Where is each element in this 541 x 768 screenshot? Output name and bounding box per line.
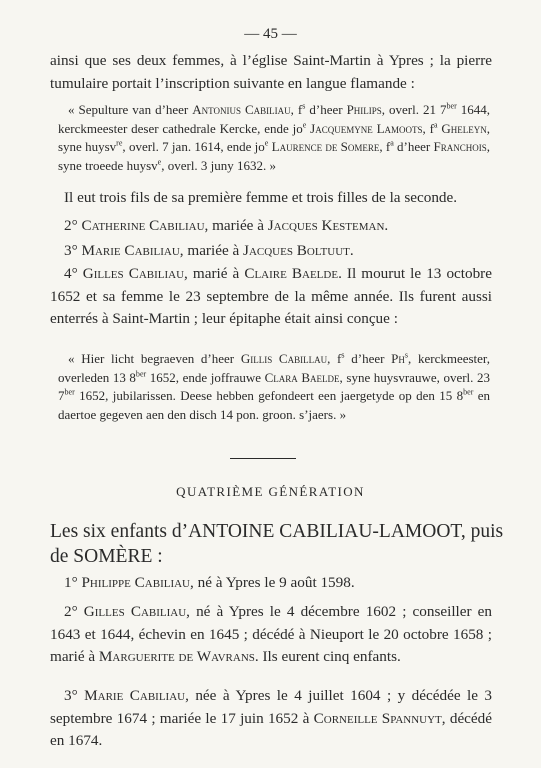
q2-s5: ber: [463, 387, 474, 397]
child-2-t2: . Ils eurent cinq enfants.: [254, 648, 401, 665]
q1-s4: a: [433, 120, 438, 130]
chapter-title: Les six enfants d’ANTOINE CABILIAU-LAMOOT, puis de SOMÈRE :: [50, 521, 504, 567]
q1-t12: , f: [379, 139, 391, 154]
child-3-t2: , décédé en 1674.: [50, 709, 492, 749]
sons-paragraph: [64, 187, 494, 210]
child-2-name: Gilles Cabiliau: [83, 603, 187, 620]
q1-t15: , overl. 3 juny 1632. »: [161, 157, 277, 173]
section-heading: QUATRIÈME GÉNÉRATION: [176, 484, 365, 499]
entry-3-name: Marie Cabiliau: [81, 242, 180, 259]
child-1-philippe: [64, 572, 494, 595]
child-3-t1: , née à Ypres le 4 juillet 1604 ; y décédée le 3 septembre 1674 ; mariée le 17 juin 1652 à: [50, 687, 493, 727]
sons-text: Il eut trois fils de sa première femme et trois filles de la seconde.: [64, 189, 458, 206]
q1-s7: a: [390, 138, 394, 148]
q1-t10: , overl. 7 jan. 1614, ende jo: [122, 139, 265, 154]
intro-paragraph: [50, 50, 492, 95]
q1-t13: d’heer: [393, 139, 434, 154]
entry-3-t1: , mariée à: [179, 242, 244, 259]
child-2-t1: , né à Ypres le 4 décembre 1602 ; conseiller en 1643 et 1644, échevin en 1645 ; décédé à Nieuport le 20 octobre 1658 ; marié à: [50, 603, 493, 665]
entry-4-t1: , marié à: [184, 265, 245, 282]
child-2-number: 2°: [64, 603, 78, 620]
child-3-spouse: Corneille Spannuyt: [313, 709, 442, 727]
q2-s2: s: [404, 350, 409, 360]
child-2-gilles: [50, 601, 492, 669]
q1-name-philips: Philips: [346, 102, 382, 117]
entry-2-spouse: Jacques Kesteman: [267, 217, 385, 234]
child-3-name: Marie Cabiliau: [84, 687, 186, 704]
q1-t5: 1644, kerckmeester deser cathedrale Kercke, ende jo: [58, 102, 491, 136]
child-3-marie: [50, 685, 492, 753]
q2-t3: d’heer: [344, 351, 392, 366]
q2-t6: , syne huysvrauwe, overl. 23 7: [58, 369, 490, 403]
entry-3-t2: .: [349, 242, 354, 259]
entry-3-marie: [64, 240, 494, 263]
child-2-spouse: Marguerite de Wavrans: [98, 648, 255, 665]
q2-s4: ber: [64, 387, 75, 397]
q2-t4: , kerckmeester, overleden 13 8: [58, 351, 490, 385]
child-1-number: 1°: [64, 574, 78, 591]
q1-t4: , overl. 21 7: [381, 102, 447, 117]
q2-t8: en daertoe gegeven aen den disch 14 pon. groon. s’jaers. »: [58, 388, 490, 422]
q1-t14: , syne troeede huysv: [58, 139, 491, 173]
q2-s3: ber: [135, 369, 147, 379]
flemish-inscription-1: [58, 101, 490, 175]
q2-t5: 1652, ende joffrauwe: [146, 369, 265, 385]
q1-s8: e: [157, 157, 162, 167]
entry-4-spouse: Claire Baelde: [244, 265, 339, 282]
q1-s1: s: [302, 101, 306, 111]
q2-s1: s: [341, 350, 345, 360]
q2-t1: « Hier licht begraeven d’heer: [68, 351, 241, 366]
flemish-inscription-2: [58, 350, 490, 424]
q1-s6: e: [264, 138, 269, 148]
q2-name-gillis: Gillis Cabillau: [240, 351, 328, 366]
q1-t1: « Sepulture van d’heer: [68, 102, 193, 117]
intro-text: ainsi que ses deux femmes, à l’église Saint-Martin à Ypres ; la pierre tumulaire portait l’inscription suivante en langue flamande :: [50, 52, 492, 92]
q1-s3: e: [302, 120, 307, 130]
entry-4-number: 4°: [64, 265, 78, 282]
entry-3-number: 3°: [64, 242, 78, 259]
entry-4-name: Gilles Cabiliau: [82, 265, 185, 282]
q1-name-antonius: Antonius Cabiliau: [192, 102, 291, 117]
q2-t7: 1652, jubilarissen. Deese hebben gefondeert een jaergetyde op den 15 8: [74, 388, 464, 403]
entry-4-t2: . Il mourut le 13 octobre 1652 et sa femme le 23 septembre de la même année. Ils furent aussi enterrés à Saint-Martin ; leur épitaphe était ainsi conçue :: [50, 265, 492, 327]
q1-t7: , f: [422, 120, 434, 136]
q1-t2: , f: [290, 102, 303, 117]
entry-4-gilles: [50, 263, 492, 331]
q1-name-gheleyn: Gheleyn: [441, 120, 487, 136]
child-3-number: 3°: [64, 687, 78, 704]
q1-t3: d’heer: [305, 102, 347, 117]
entry-2-t2: .: [384, 217, 389, 234]
q2-name-clara: Clara Baelde: [264, 369, 340, 385]
section-divider: [230, 458, 296, 459]
entry-3-spouse: Jacques Boltuut: [243, 242, 350, 259]
entry-2-t1: , mariée à: [204, 217, 268, 234]
q1-name-franchois: Franchois: [433, 139, 487, 154]
q1-name-laurence: Laurence de Somere: [271, 139, 380, 154]
entry-2-catherine: [64, 215, 494, 238]
q2-t2: , f: [327, 351, 342, 366]
page-number: — 45 —: [244, 26, 297, 42]
q1-name-jacquemyne: Jacquemyne Lamoots: [310, 120, 423, 136]
q2-name-phs: Ph: [391, 351, 405, 366]
entry-2-number: 2°: [64, 217, 78, 234]
q1-t9: , syne huysv: [58, 120, 490, 154]
child-1-t1: , né à Ypres le 9 août 1598.: [190, 574, 355, 591]
q1-s5: re: [116, 138, 123, 148]
q1-s2: ber: [446, 101, 457, 111]
child-1-name: Philippe Cabiliau: [81, 574, 190, 591]
entry-2-name: Catherine Cabiliau: [81, 217, 205, 234]
